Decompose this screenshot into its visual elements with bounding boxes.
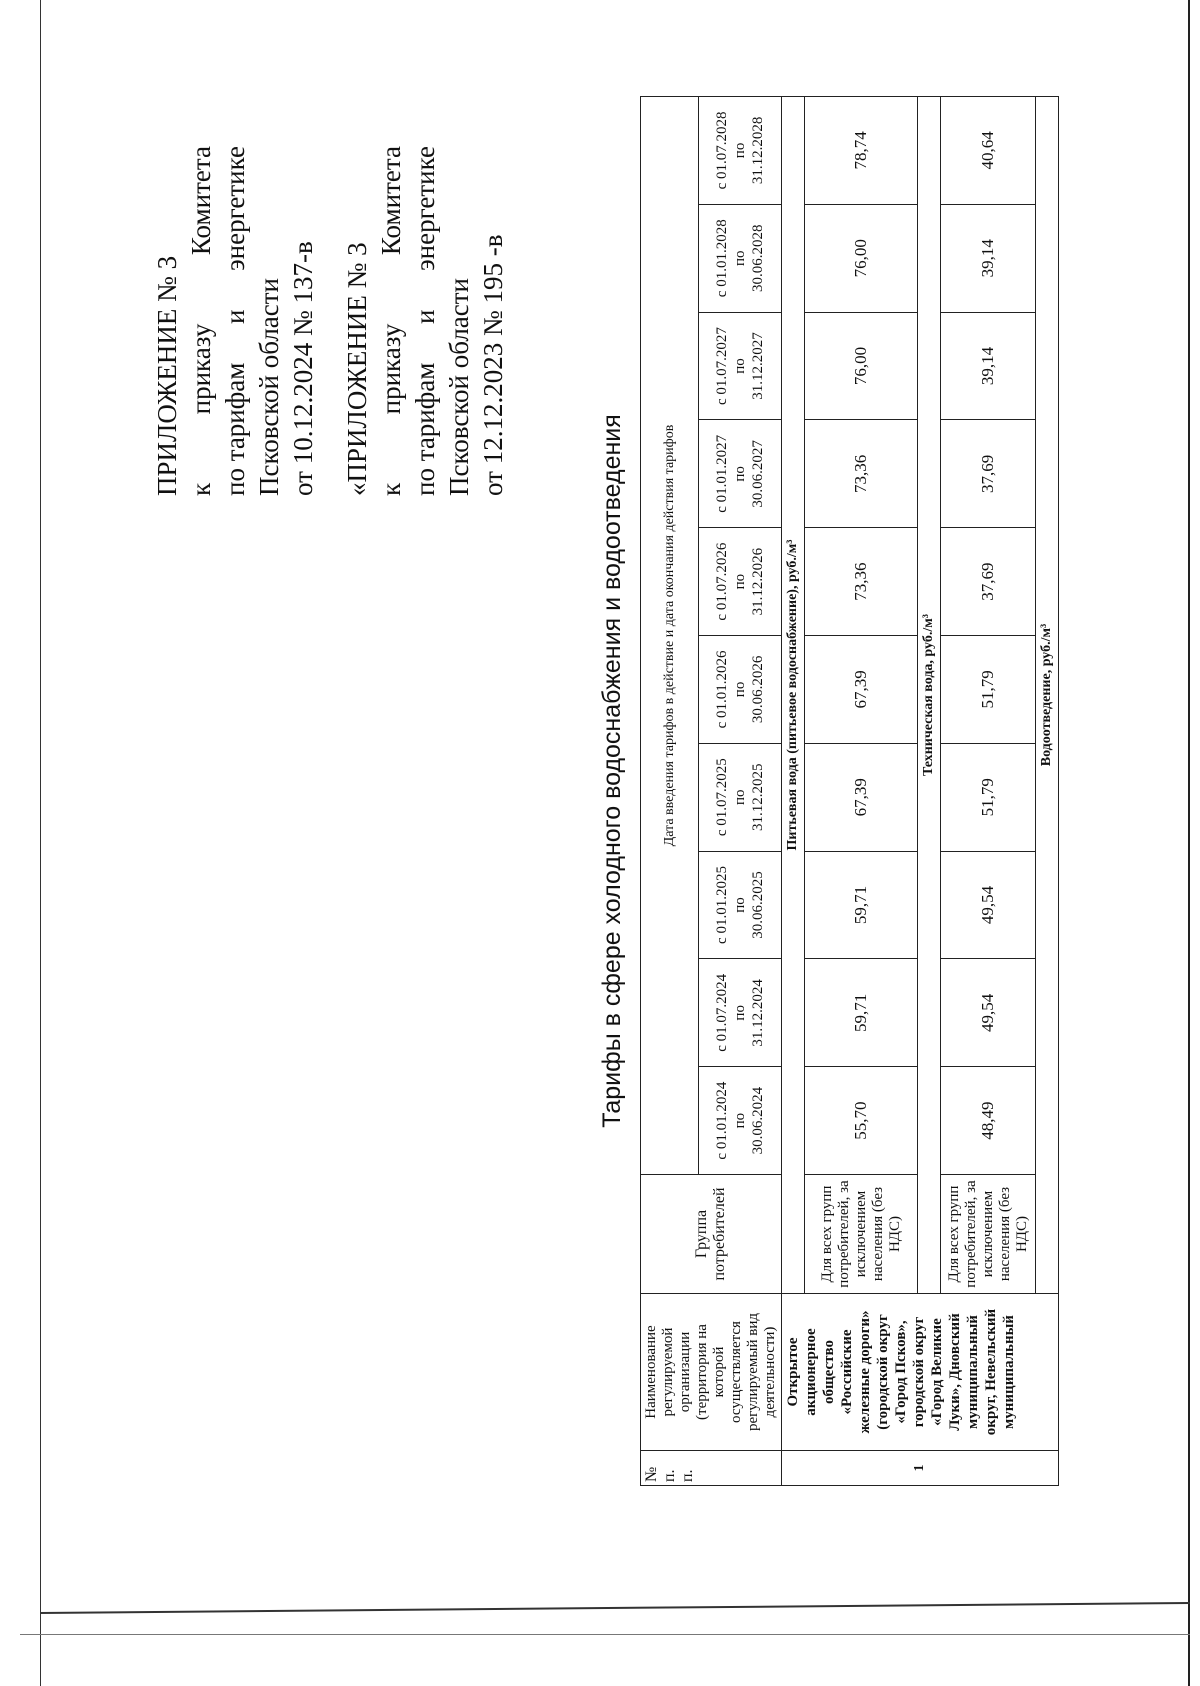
consumer-group: Для всех групп потребителей, за исключением населения (без НДС)	[941, 1175, 1036, 1294]
period-to: 31.12.2026	[750, 547, 766, 616]
tariff-value: 49,54	[941, 959, 1036, 1067]
section-title: Техническая вода, руб./м³	[918, 97, 941, 1294]
period-to: 30.06.2028	[750, 224, 766, 292]
period-to: 30.06.2024	[750, 1086, 766, 1155]
tariff-value: 39,14	[941, 312, 1036, 420]
period-header	[699, 528, 782, 636]
appendix-line4: Псковской области	[444, 277, 474, 496]
period-to-word: по	[732, 466, 748, 482]
period-header	[699, 1067, 782, 1175]
period-from: с 01.01.2027	[714, 434, 730, 513]
tariff-value: 51,79	[941, 636, 1036, 744]
period-header	[699, 743, 782, 851]
tariff-value: 55,70	[805, 1067, 918, 1175]
period-header	[699, 851, 782, 959]
period-from: с 01.01.2025	[714, 866, 730, 944]
period-from: с 01.01.2028	[714, 219, 730, 298]
row-number: 1	[782, 1451, 1059, 1486]
tariff-value: 37,69	[941, 420, 1036, 528]
word: по тарифам	[410, 362, 440, 496]
period-to: 30.06.2027	[750, 440, 766, 508]
tariff-value: 73,36	[805, 420, 918, 528]
word: и	[220, 309, 250, 325]
header-group: Группа потребителей	[641, 1175, 782, 1294]
header-org: Наименование регулируемой организации (территория на которой осуществляется регулируемый вид деятельности)	[641, 1294, 782, 1451]
table-row	[805, 97, 918, 1486]
tariff-value: 37,69	[941, 528, 1036, 636]
tariff-value: 67,39	[805, 636, 918, 744]
tariff-value: 76,00	[805, 312, 918, 420]
section-row-drinking	[782, 97, 805, 1486]
period-from: с 01.07.2026	[714, 542, 730, 621]
tariff-value: 48,49	[941, 1067, 1036, 1175]
period-from: с 01.01.2024	[714, 1081, 730, 1160]
appendix-title: «ПРИЛОЖЕНИЕ № 3	[342, 242, 372, 496]
appendix-line2	[184, 146, 218, 496]
period-header	[699, 636, 782, 744]
word: приказу	[376, 323, 406, 415]
word: и	[410, 309, 440, 325]
period-to-word: по	[732, 681, 748, 698]
appendix-header-previous	[340, 146, 510, 496]
tariff-value: 67,39	[805, 743, 918, 851]
section-title: Водоотведение, руб./м³	[1036, 97, 1059, 1294]
period-to-word: по	[732, 1005, 748, 1021]
tariff-table	[640, 96, 1059, 1486]
appendix-line2	[374, 146, 408, 496]
period-to: 30.06.2026	[750, 655, 766, 724]
section-row-sewerage	[1036, 97, 1059, 1486]
period-to: 31.12.2024	[750, 979, 766, 1047]
word: к	[186, 482, 216, 496]
word: энергетике	[410, 146, 440, 271]
appendix-line5: от 10.12.2024 № 137-в	[288, 241, 318, 496]
period-from: с 01.01.2026	[714, 650, 730, 729]
period-header	[699, 97, 782, 205]
word: к	[376, 482, 406, 496]
word: по тарифам	[220, 362, 250, 496]
section-title: Питьевая вода (питьевое водоснабжение), руб./м³	[782, 97, 805, 1294]
period-from: с 01.07.2024	[714, 973, 730, 1052]
header-dates-caption: Дата введения тарифов в действие и дата окончания действия тарифов	[641, 97, 699, 1175]
period-from: с 01.07.2025	[714, 758, 730, 837]
table-header-row	[641, 97, 699, 1486]
period-to-word: по	[732, 358, 748, 374]
tariff-value: 49,54	[941, 851, 1036, 959]
appendix-header-current	[150, 146, 320, 496]
tariff-value: 40,64	[941, 97, 1036, 205]
appendix-line5: от 12.12.2023 № 195 -в	[478, 234, 508, 496]
word: Комитета	[376, 146, 406, 256]
header-num: № п. п.	[641, 1451, 782, 1486]
appendix-title: ПРИЛОЖЕНИЕ № 3	[152, 255, 182, 496]
period-header	[699, 420, 782, 528]
appendix-line3	[408, 146, 442, 496]
period-to-word: по	[732, 250, 748, 266]
period-to-word: по	[732, 789, 748, 805]
period-to: 31.12.2027	[750, 332, 766, 400]
period-from: с 01.07.2028	[714, 111, 730, 190]
period-header	[699, 204, 782, 312]
appendix-line3	[218, 146, 252, 496]
period-to: 31.12.2028	[750, 116, 766, 185]
period-from: с 01.07.2027	[714, 327, 730, 405]
tariff-value: 39,14	[941, 204, 1036, 312]
period-to: 31.12.2025	[750, 763, 766, 831]
word: Комитета	[186, 146, 216, 256]
tariff-value: 59,71	[805, 959, 918, 1067]
period-header	[699, 312, 782, 420]
period-header	[699, 959, 782, 1067]
tariff-value: 51,79	[941, 743, 1036, 851]
document-title: Тарифы в сфере холодного водоснабжения и водоотведения	[598, 414, 626, 1128]
period-to-word: по	[732, 142, 748, 159]
word: энергетике	[220, 146, 250, 271]
tariff-value: 73,36	[805, 528, 918, 636]
tariff-value: 78,74	[805, 97, 918, 205]
period-to-word: по	[732, 1112, 748, 1129]
period-to-word: по	[732, 573, 748, 590]
tariff-value: 76,00	[805, 204, 918, 312]
section-row-technical	[918, 97, 941, 1486]
period-to-word: по	[732, 897, 748, 913]
table-row	[941, 97, 1036, 1486]
tariff-value: 59,71	[805, 851, 918, 959]
consumer-group: Для всех групп потребителей, за исключением населения (без НДС)	[805, 1175, 918, 1294]
appendix-line4: Псковской области	[254, 277, 284, 496]
period-to: 30.06.2025	[750, 871, 766, 939]
word: приказу	[186, 323, 216, 415]
org-name: Открытое акционерное общество «Российские железные дороги» (городской округ «Город Псков», городской округ «Город Великие Луки», Дновский муниципальный округ, Невельский муниципальный	[782, 1294, 1059, 1451]
